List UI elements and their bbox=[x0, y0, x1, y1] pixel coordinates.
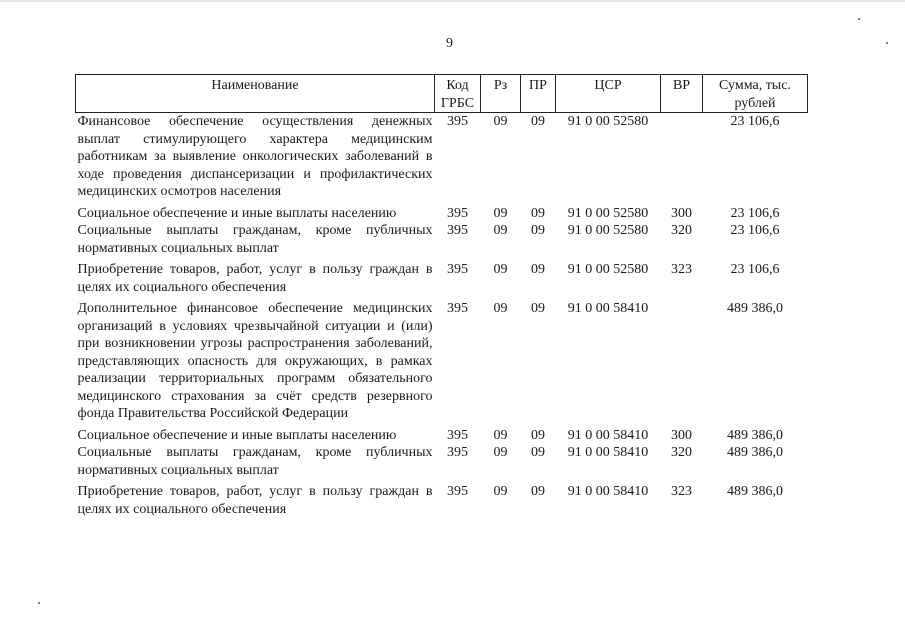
row-csr: 91 0 00 58410 bbox=[567, 484, 649, 499]
table-row bbox=[76, 423, 808, 445]
row-name: Приобретение товаров, работ, услуг в пользу граждан в целях их социального обеспечения bbox=[77, 484, 433, 517]
scan-speck bbox=[38, 602, 40, 604]
row-csr: 91 0 00 58410 bbox=[567, 427, 649, 443]
row-pr: 09 bbox=[531, 223, 545, 238]
row-code: 395 bbox=[447, 114, 468, 129]
table-row bbox=[76, 113, 808, 201]
row-vr: 300 bbox=[671, 427, 692, 443]
row-csr: 91 0 00 58410 bbox=[567, 301, 649, 316]
row-vr: 320 bbox=[671, 223, 692, 238]
row-name: Приобретение товаров, работ, услуг в пользу граждан в целях их социального обеспечения bbox=[77, 262, 433, 295]
row-vr: 320 bbox=[671, 445, 692, 460]
row-csr: 91 0 00 52580 bbox=[567, 223, 649, 238]
row-rz: 09 bbox=[493, 484, 508, 499]
table-row bbox=[76, 222, 808, 257]
header-vr: ВР bbox=[661, 75, 703, 113]
row-code: 395 bbox=[447, 445, 468, 460]
budget-table bbox=[75, 74, 808, 518]
table-row bbox=[76, 257, 808, 296]
header-code: Код ГРБС bbox=[435, 75, 481, 113]
row-rz: 09 bbox=[493, 205, 508, 221]
header-sum: Сумма, тыс. рублей bbox=[703, 75, 808, 113]
row-csr: 91 0 00 58410 bbox=[567, 445, 649, 460]
row-csr: 91 0 00 52580 bbox=[567, 262, 649, 277]
row-vr: 323 bbox=[671, 262, 692, 277]
row-rz: 09 bbox=[493, 445, 508, 460]
row-pr: 09 bbox=[531, 205, 545, 221]
row-pr: 09 bbox=[531, 445, 545, 460]
row-rz: 09 bbox=[493, 223, 508, 238]
row-code: 395 bbox=[447, 223, 468, 238]
table-row bbox=[76, 479, 808, 518]
row-code: 395 bbox=[447, 205, 468, 221]
row-sum: 489 386,0 bbox=[727, 301, 783, 316]
table-row bbox=[76, 296, 808, 423]
scan-speck bbox=[886, 42, 888, 44]
row-pr: 09 bbox=[531, 301, 545, 316]
row-csr: 91 0 00 52580 bbox=[567, 114, 649, 129]
row-sum: 23 106,6 bbox=[730, 114, 780, 129]
row-rz: 09 bbox=[493, 301, 508, 316]
scan-top-edge bbox=[0, 0, 905, 2]
row-code: 395 bbox=[447, 484, 468, 499]
scan-speck bbox=[858, 18, 860, 20]
row-name: Финансовое обеспечение осуществления денежных выплат стимулирующего характера медицинским работникам за выявление онкологических заболеваний в ходе проведения диспансеризации и профилактических медицинских осмотров населения bbox=[77, 114, 433, 199]
header-name: Наименование bbox=[76, 75, 435, 113]
row-sum: 23 106,6 bbox=[730, 223, 780, 238]
row-code: 395 bbox=[447, 262, 468, 277]
row-vr bbox=[661, 296, 703, 423]
page-number: 9 bbox=[446, 36, 453, 51]
row-name: Социальное обеспечение и иные выплаты населению bbox=[77, 205, 397, 221]
row-name: Дополнительное финансовое обеспечение медицинских организаций в условиях чрезвычайной ситуации и (или) при возникновении угрозы распространения заболеваний, представляющих опасность для окружающих, в рамках реализации территориальных программ обязательного медицинского страхования за счёт средств резервного фонда Правительства Российской Федерации bbox=[77, 301, 433, 421]
row-vr: 323 bbox=[671, 484, 692, 499]
row-name: Социальное обеспечение и иные выплаты населению bbox=[77, 427, 397, 443]
row-pr: 09 bbox=[531, 262, 545, 277]
table-row bbox=[76, 444, 808, 479]
row-pr: 09 bbox=[531, 114, 545, 129]
row-name: Социальные выплаты гражданам, кроме публичных нормативных социальных выплат bbox=[77, 223, 433, 256]
row-sum: 489 386,0 bbox=[727, 484, 783, 499]
header-pr: ПР bbox=[521, 75, 556, 113]
row-name: Социальные выплаты гражданам, кроме публичных нормативных социальных выплат bbox=[77, 445, 433, 478]
row-code: 395 bbox=[447, 301, 468, 316]
row-sum: 23 106,6 bbox=[730, 205, 780, 221]
header-csr: ЦСР bbox=[556, 75, 661, 113]
row-sum: 489 386,0 bbox=[727, 427, 783, 443]
row-csr: 91 0 00 52580 bbox=[567, 205, 649, 221]
row-sum: 489 386,0 bbox=[727, 445, 783, 460]
row-pr: 09 bbox=[531, 484, 545, 499]
row-rz: 09 bbox=[493, 114, 508, 129]
row-code: 395 bbox=[447, 427, 468, 443]
row-rz: 09 bbox=[493, 262, 508, 277]
table-header-row bbox=[76, 75, 808, 113]
table-row bbox=[76, 201, 808, 223]
row-vr: 300 bbox=[671, 205, 692, 221]
row-sum: 23 106,6 bbox=[730, 262, 780, 277]
header-rz: Рз bbox=[481, 75, 521, 113]
row-rz: 09 bbox=[493, 427, 508, 443]
row-vr bbox=[661, 113, 703, 201]
row-pr: 09 bbox=[531, 427, 545, 443]
